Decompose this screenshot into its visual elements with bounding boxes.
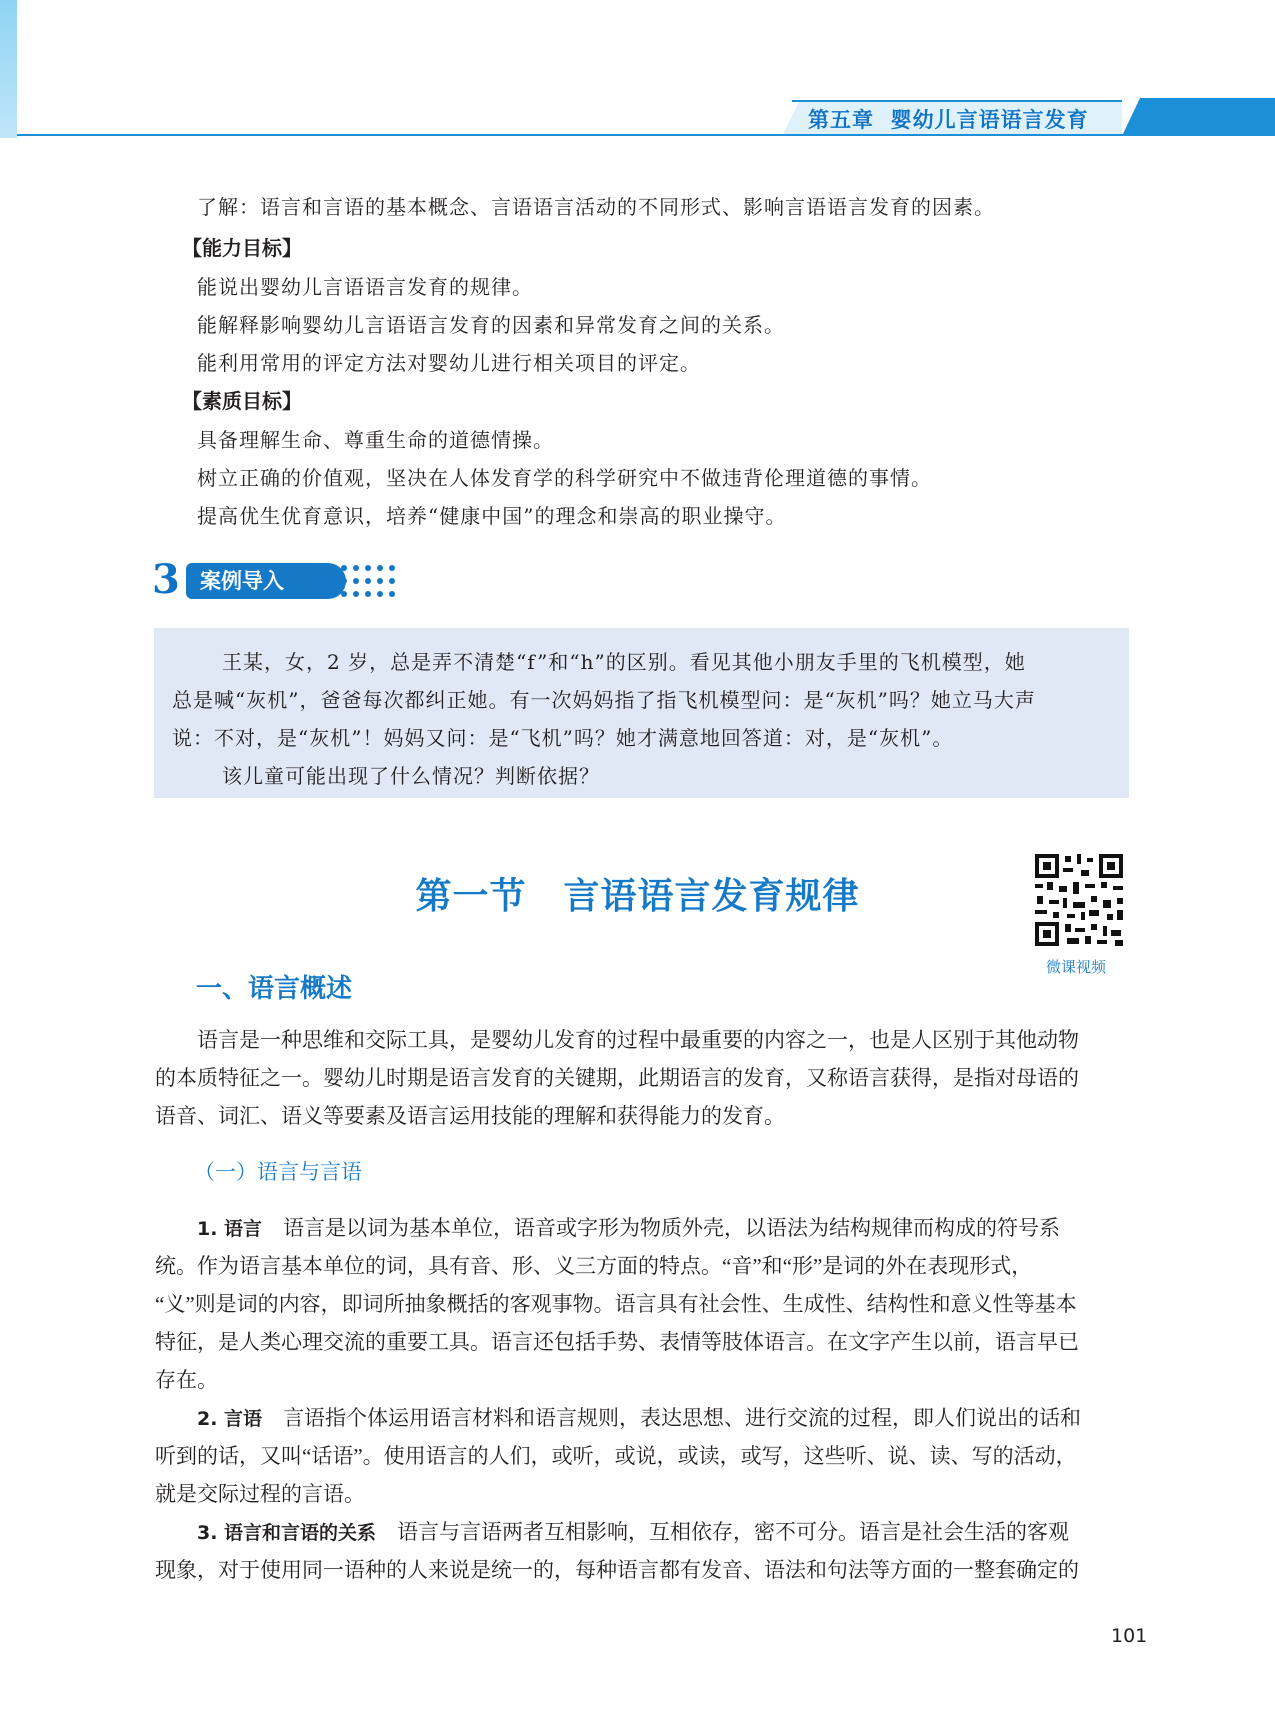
header-tab-line bbox=[792, 100, 1122, 102]
qr-label: 微课视频 bbox=[1046, 958, 1107, 976]
section-title: 第一节 言语语言发育规律 bbox=[415, 876, 860, 917]
body-line: 语言是一种思维和交际工具，是婴幼儿发育的过程中最重要的内容之一，也是人区别于其他动物 bbox=[197, 1028, 1079, 1052]
page-edge-strip bbox=[0, 0, 17, 138]
quality-item: 具备理解生命、尊重生命的道德情操。 bbox=[197, 428, 554, 452]
quality-item: 树立正确的价值观，坚决在人体发育学的科学研究中不做违背伦理道德的事情。 bbox=[197, 466, 932, 490]
body-line: 特征，是人类心理交流的重要工具。语言还包括手势、表情等肢体语言。在文字产生以前，语言早已 bbox=[155, 1330, 1079, 1354]
ability-item: 能解释影响婴幼儿言语语言发育的因素和异常发育之间的关系。 bbox=[197, 313, 785, 337]
body-line: 1. 语言 语言是以词为基本单位，语音或字形为物质外壳，以语法为结构规律而构成的符号系 bbox=[197, 1216, 1061, 1240]
case-label: 案例导入 bbox=[186, 563, 346, 599]
body-line: 2. 言语 言语指个体运用语言材料和语言规则，表达思想、进行交流的过程，即人们说出的话和 bbox=[197, 1406, 1082, 1430]
running-header bbox=[808, 104, 1089, 134]
header-rule bbox=[17, 134, 1275, 136]
body-line: 3. 语言和言语的关系 语言与言语两者互相影响，互相依存，密不可分。语言是社会生活的客观 bbox=[197, 1520, 1070, 1544]
case-text-line: 总是喊“灰机”，爸爸每次都纠正她。有一次妈妈指了指飞机模型问：是“灰机”吗？她立马大声 bbox=[172, 688, 1036, 712]
case-question: 该儿童可能出现了什么情况？判断依据？ bbox=[222, 764, 600, 788]
term-label: 1. 语言 bbox=[197, 1218, 263, 1240]
body-line: 存在。 bbox=[155, 1368, 218, 1392]
knowledge-objective: 了解：语言和言语的基本概念、言语语言活动的不同形式、影响言语语言发育的因素。 bbox=[197, 195, 995, 219]
case-text-line: 说：不对，是“灰机”！妈妈又问：是“飞机”吗？她才满意地回答道：对，是“灰机”。 bbox=[172, 726, 954, 750]
case-text-line: 王某，女，2 岁，总是弄不清楚“f”和“h”的区别。看见其他小朋友手里的飞机模型，她 bbox=[222, 650, 1026, 674]
body-line: 现象，对于使用同一语种的人来说是统一的，每种语言都有发音、语法和句法等方面的一整套确定的 bbox=[155, 1558, 1079, 1582]
term-label: 2. 言语 bbox=[197, 1408, 263, 1430]
ability-item: 能说出婴幼儿言语语言发育的规律。 bbox=[197, 275, 533, 299]
body-line: 统。作为语言基本单位的词，具有音、形、义三方面的特点。“音”和“形”是词的外在表现形式， bbox=[155, 1254, 1033, 1278]
body-line: 的本质特征之一。婴幼儿时期是语言发育的关键期，此期语言的发育，又称语言获得，是指对母语的 bbox=[155, 1066, 1079, 1090]
subsection-heading: 一、语言概述 bbox=[196, 974, 353, 1004]
decorative-dots-icon bbox=[338, 560, 402, 604]
subsub-heading: （一）语言与言语 bbox=[194, 1160, 362, 1184]
qr-code-icon[interactable] bbox=[1033, 852, 1125, 948]
header-accent-block bbox=[1122, 98, 1275, 136]
term-label: 3. 语言和言语的关系 bbox=[197, 1522, 377, 1544]
ability-heading: 【能力目标】 bbox=[182, 236, 302, 260]
page-number: 101 bbox=[1111, 1625, 1148, 1647]
header-chapter: 第五章 bbox=[808, 108, 874, 132]
body-line: “义”则是词的内容，即词所抽象概括的客观事物。语言具有社会性、生成性、结构性和意义性等基本 bbox=[155, 1292, 1077, 1316]
quality-item: 提高优生优育意识，培养“健康中国”的理念和崇高的职业操守。 bbox=[197, 504, 787, 528]
ability-item: 能利用常用的评定方法对婴幼儿进行相关项目的评定。 bbox=[197, 351, 701, 375]
case-number: 3 bbox=[152, 556, 180, 603]
body-line: 听到的话，又叫“话语”。使用语言的人们，或听，或说，或读，或写，这些听、说、读、写的活动， bbox=[155, 1444, 1077, 1468]
quality-heading: 【素质目标】 bbox=[182, 389, 302, 413]
body-line: 就是交际过程的言语。 bbox=[155, 1482, 365, 1506]
header-chapter-title: 婴幼儿言语语言发育 bbox=[890, 108, 1089, 132]
body-line: 语音、词汇、语义等要素及语言运用技能的理解和获得能力的发育。 bbox=[155, 1104, 785, 1128]
